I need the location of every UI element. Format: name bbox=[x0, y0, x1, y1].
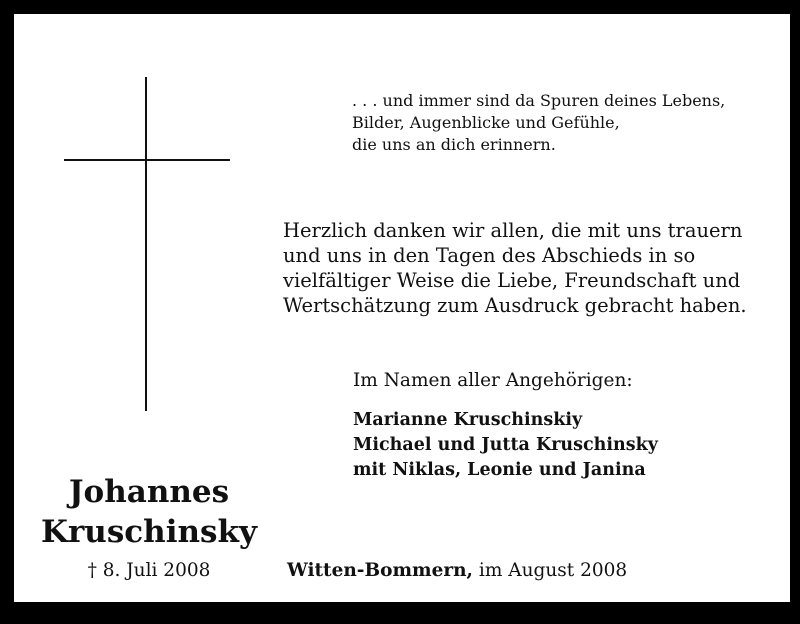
deceased-last-name: Kruschinsky bbox=[41, 514, 257, 550]
month-year: im August 2008 bbox=[473, 560, 628, 581]
thanks-line: Wertschätzung zum Ausdruck gebracht haben. bbox=[283, 294, 747, 317]
thanks-line: Herzlich danken wir allen, die mit uns trauern bbox=[283, 219, 743, 242]
family-name-line: Michael und Jutta Kruschinsky bbox=[353, 435, 658, 455]
thanks-line: vielfältiger Weise die Liebe, Freundschaft und bbox=[283, 269, 741, 292]
verse-line: die uns an dich erinnern. bbox=[352, 135, 556, 154]
place-and-date bbox=[287, 558, 627, 584]
cross-horizontal-bar bbox=[64, 159, 230, 161]
deceased-name bbox=[34, 472, 264, 552]
family-name-line: Marianne Kruschinskiy bbox=[353, 410, 583, 430]
thanks-line: und uns in den Tagen des Abschieds in so bbox=[283, 244, 696, 267]
verse-line: Bilder, Augenblicke und Gefühle, bbox=[352, 113, 620, 132]
place-name: Witten-Bommern, bbox=[287, 560, 474, 581]
verse-line: . . . und immer sind da Spuren deines Lebens, bbox=[352, 91, 726, 110]
deceased-first-name: Johannes bbox=[68, 474, 230, 510]
cross-vertical-bar bbox=[145, 77, 147, 411]
family-name-line: mit Niklas, Leonie und Janina bbox=[353, 460, 646, 480]
signoff-intro: Im Namen aller Angehörigen: bbox=[353, 370, 633, 391]
thanks-paragraph bbox=[283, 218, 747, 318]
family-names bbox=[353, 408, 658, 483]
death-date: † 8. Juli 2008 bbox=[87, 560, 211, 581]
memorial-verse bbox=[352, 90, 725, 156]
